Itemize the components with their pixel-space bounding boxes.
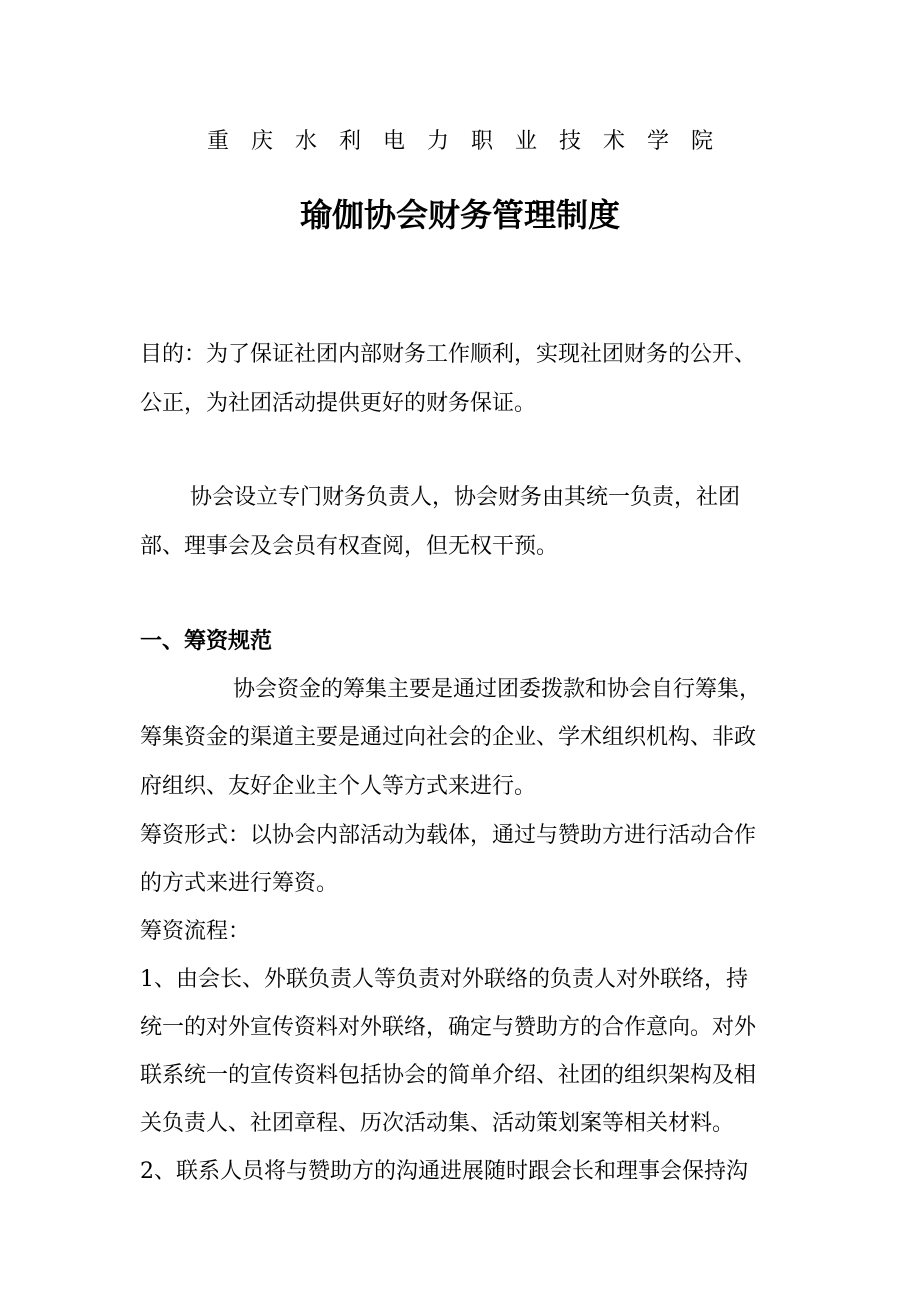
- paragraph-line: 府组织、友好企业主个人等方式来进行。: [140, 774, 537, 799]
- school-name: 重庆水利电力职业技术学院: [206, 129, 735, 154]
- paragraph-line: 1、由会长、外联负责人等负责对外联络的负责人对外联络，持: [140, 967, 748, 992]
- paragraph-line: 协会资金的筹集主要是通过团委拨款和协会自行筹集，: [233, 677, 762, 702]
- purpose-line: 目的：为了保证社团内部财务工作顺利，实现社团财务的公开、: [140, 342, 757, 367]
- section-heading: 一、筹资规范: [140, 628, 273, 654]
- intro-line: 部、理事会及会员有权查阅，但无权干预。: [140, 534, 559, 559]
- paragraph-line: 筹资形式：以协会内部活动为载体，通过与赞助方进行活动合作: [140, 823, 757, 848]
- paragraph-line: 的方式来进行筹资。: [140, 871, 339, 896]
- paragraph-line: 2、联系人员将与赞助方的沟通进展随时跟会长和理事会保持沟: [140, 1159, 748, 1184]
- paragraph-line: 筹集资金的渠道主要是通过向社会的企业、学术组织机构、非政: [140, 725, 757, 750]
- paragraph-line: 联系统一的宣传资料包括协会的简单介绍、社团的组织架构及相: [140, 1063, 757, 1088]
- paragraph-line: 关负责人、社团章程、历次活动集、活动策划案等相关材料。: [140, 1111, 735, 1136]
- intro-line: 协会设立专门财务负责人，协会财务由其统一负责，社团: [190, 485, 741, 510]
- paragraph-line: 统一的对外宣传资料对外联络，确定与赞助方的合作意向。对外: [140, 1015, 757, 1040]
- purpose-line: 公正，为社团活动提供更好的财务保证。: [140, 391, 537, 416]
- document-title: 瑜伽协会财务管理制度: [299, 196, 620, 234]
- paragraph-line: 筹资流程：: [140, 919, 251, 944]
